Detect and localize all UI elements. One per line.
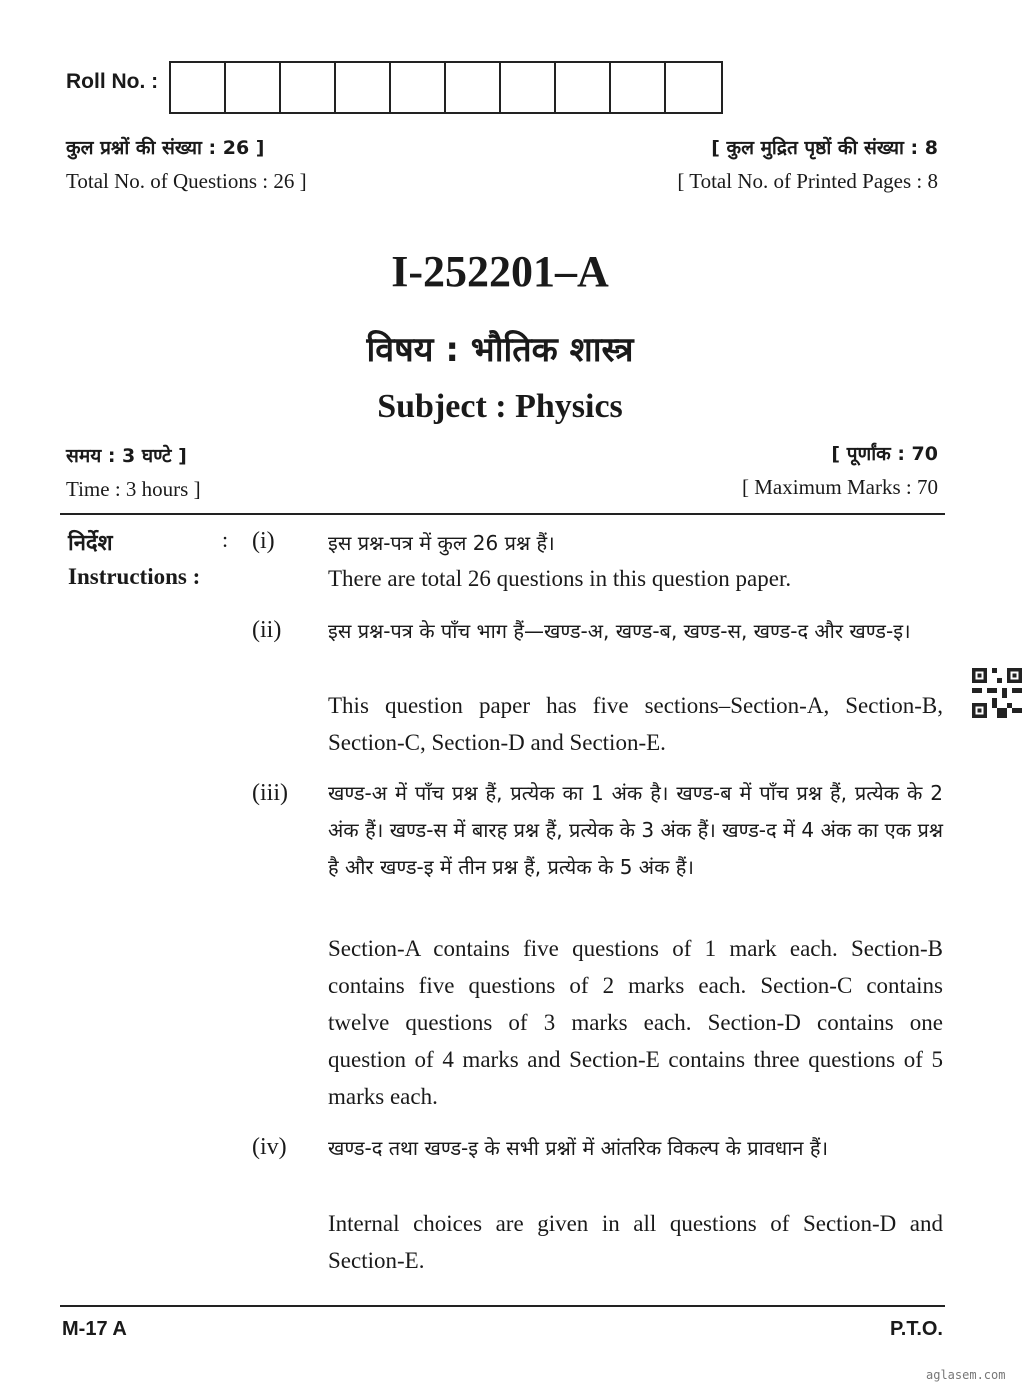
max-marks-english: [ Maximum Marks : 70 bbox=[742, 475, 938, 499]
subject-hindi: विषय : भौतिक शास्त्र bbox=[366, 330, 634, 370]
roll-box[interactable] bbox=[611, 63, 666, 112]
footer-code: M-17 A bbox=[62, 1318, 127, 1340]
watermark: aglasem.com bbox=[926, 1368, 1006, 1382]
paper-code: I-252201–A bbox=[391, 247, 609, 296]
instruction-number: (iii) bbox=[252, 780, 288, 806]
total-questions-english: Total No. of Questions : 26 ] bbox=[66, 169, 307, 193]
roll-number-boxes[interactable] bbox=[169, 61, 723, 114]
qr-code-icon bbox=[972, 668, 1022, 718]
roll-box[interactable] bbox=[171, 63, 226, 112]
instructions-label-hindi: निर्देश bbox=[68, 531, 113, 556]
max-marks-hindi: [ पूर्णांक : 70 bbox=[831, 443, 938, 465]
roll-box[interactable] bbox=[281, 63, 336, 112]
time-hindi: समय : 3 घण्टे ] bbox=[66, 445, 187, 467]
time-english: Time : 3 hours ] bbox=[66, 477, 201, 501]
page-turn-label: P.T.O. bbox=[890, 1318, 943, 1340]
instruction-number: (i) bbox=[252, 528, 275, 554]
roll-box[interactable] bbox=[446, 63, 501, 112]
total-questions-hindi: कुल प्रश्नों की संख्या : 26 ] bbox=[66, 137, 265, 159]
instruction-number: (iv) bbox=[252, 1134, 287, 1160]
roll-box[interactable] bbox=[501, 63, 556, 112]
instructions-colon: : bbox=[222, 527, 229, 552]
divider-top bbox=[60, 513, 945, 515]
roll-box[interactable] bbox=[391, 63, 446, 112]
subject-english: Subject : Physics bbox=[377, 388, 623, 425]
instruction-text-english: This question paper has five sections–Section-A, Section-B, Section-C, Section-D and Section-E. bbox=[328, 693, 943, 755]
divider-bottom bbox=[60, 1305, 945, 1307]
total-pages-hindi: [ कुल मुद्रित पृष्ठों की संख्या : 8 bbox=[711, 137, 938, 159]
roll-box[interactable] bbox=[556, 63, 611, 112]
roll-box[interactable] bbox=[336, 63, 391, 112]
instructions-label-english: Instructions : bbox=[68, 564, 201, 589]
instruction-text-hindi: इस प्रश्न-पत्र में कुल 26 प्रश्न हैं। bbox=[328, 531, 555, 555]
roll-box[interactable] bbox=[666, 63, 721, 112]
roll-box[interactable] bbox=[226, 63, 281, 112]
total-pages-english: [ Total No. of Printed Pages : 8 bbox=[677, 169, 938, 193]
instruction-text-english: There are total 26 questions in this question paper. bbox=[328, 566, 792, 591]
instruction-text-hindi: इस प्रश्न-पत्र के पाँच भाग हैं—खण्ड-अ, खण्ड-ब, खण्ड-स, खण्ड-द और खण्ड-इ। bbox=[328, 619, 911, 643]
instruction-text-english: Section-A contains five questions of 1 mark each. Section-B contains five questions of 2 marks each. Section-C contains twelve questions of 3 marks each. Section-D contains one question of 4 marks and Section-E contains three questions of 5 marks each. bbox=[328, 936, 943, 1109]
instruction-text-hindi: खण्ड-द तथा खण्ड-इ के सभी प्रश्नों में आंतरिक विकल्प के प्रावधान हैं। bbox=[328, 1136, 829, 1160]
instruction-number: (ii) bbox=[252, 617, 282, 643]
roll-number-label: Roll No. : bbox=[66, 70, 159, 93]
instruction-text-english: Internal choices are given in all questions of Section-D and Section-E. bbox=[328, 1211, 943, 1273]
instruction-text-hindi: खण्ड-अ में पाँच प्रश्न हैं, प्रत्येक का 1 अंक है। खण्ड-ब में पाँच प्रश्न हैं, प्रत्येक के 2 अंक हैं। खण्ड-स में बारह प्रश्न हैं, प्रत्येक के 3 अंक हैं। खण्ड-द में 4 अंक का एक प्रश्न है और खण्ड-इ में तीन प्रश्न हैं, प्रत्येक के 5 अंक हैं। bbox=[328, 781, 943, 879]
